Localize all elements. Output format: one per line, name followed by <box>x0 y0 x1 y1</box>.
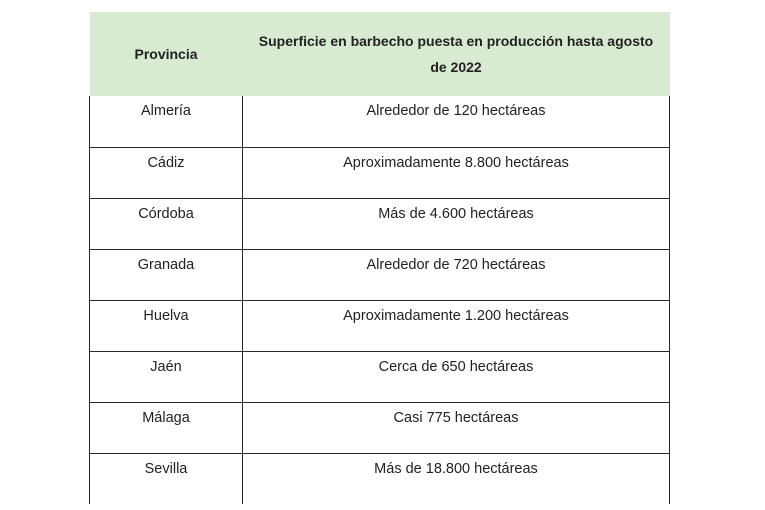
header-row <box>90 12 670 96</box>
cell-superficie: Casi 775 hectáreas <box>243 402 670 453</box>
table-header <box>90 12 670 96</box>
table-row <box>90 402 670 453</box>
table-row <box>90 351 670 402</box>
header-provincia: Provincia <box>90 12 243 96</box>
table-row <box>90 453 670 504</box>
cell-provincia: Granada <box>90 249 243 300</box>
table-row <box>90 96 670 147</box>
cell-superficie: Cerca de 650 hectáreas <box>243 351 670 402</box>
table-row <box>90 249 670 300</box>
cell-provincia: Jaén <box>90 351 243 402</box>
cell-superficie: Más de 18.800 hectáreas <box>243 453 670 504</box>
header-superficie: Superficie en barbecho puesta en producción hasta agosto de 2022 <box>243 12 670 96</box>
data-table-container <box>89 12 669 504</box>
cell-provincia: Sevilla <box>90 453 243 504</box>
cell-superficie: Aproximadamente 1.200 hectáreas <box>243 300 670 351</box>
cell-provincia: Cádiz <box>90 147 243 198</box>
table-row <box>90 147 670 198</box>
cell-provincia: Córdoba <box>90 198 243 249</box>
cell-superficie: Alrededor de 120 hectáreas <box>243 96 670 147</box>
cell-provincia: Huelva <box>90 300 243 351</box>
data-table <box>89 12 670 504</box>
cell-superficie: Alrededor de 720 hectáreas <box>243 249 670 300</box>
cell-superficie: Aproximadamente 8.800 hectáreas <box>243 147 670 198</box>
table-body <box>90 96 670 504</box>
cell-provincia: Almería <box>90 96 243 147</box>
table-row <box>90 300 670 351</box>
table-row <box>90 198 670 249</box>
cell-provincia: Málaga <box>90 402 243 453</box>
cell-superficie: Más de 4.600 hectáreas <box>243 198 670 249</box>
